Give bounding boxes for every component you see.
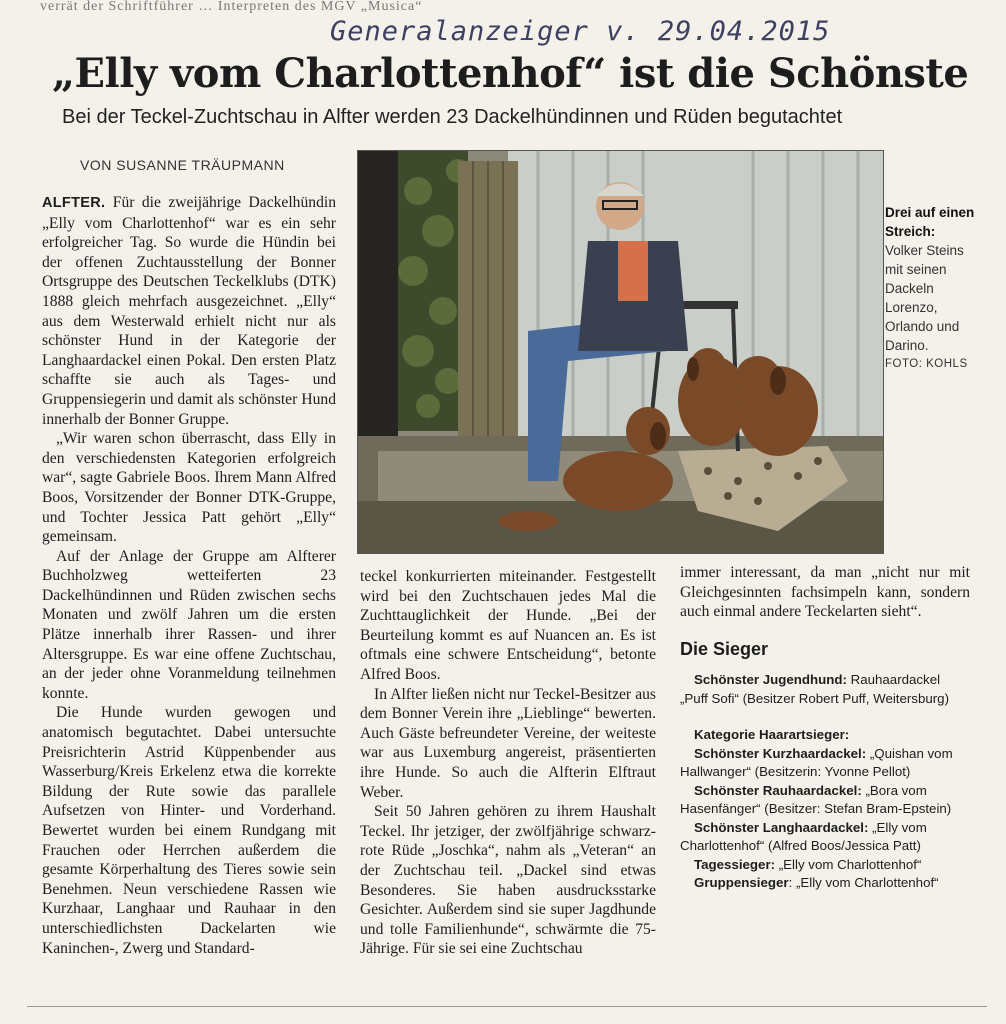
winner-entry: [680, 874, 970, 893]
paragraph-text: Für die zweijährige Dackelhündin „Elly vom Charlottenhof“ war es ein sehr erfolgreicher Tag. So wurde die Hündin bei der offenen Zuchtausstellung der Bonner Ortsgruppe des Deutschen Teckelklubs (DTK) 1888 gleich mehrfach ausgezeichnet. „Elly“ aus dem Westerwald erhielt nicht nur als schönster Hund in der Kategorie der Langhaardackel einen Pokal. Den ersten Platz schaffte sie auch als Tages- und Gruppensiegerin und damit als schönster Hund innerhalb der Bonner Gruppe.: [42, 194, 336, 428]
caption-head: Drei auf einen Streich:: [885, 205, 975, 239]
byline: VON SUSANNE TRÄUPMANN: [80, 157, 285, 173]
winner-label: Schönster Kurzhaardackel:: [694, 745, 867, 761]
category-label: Kategorie Haarartsieger:: [694, 727, 850, 743]
winner-entry: [680, 745, 970, 782]
article-photo: [357, 150, 884, 554]
winner-entry: [680, 671, 970, 708]
winner-label: Schönster Jugendhund:: [694, 672, 847, 688]
winner-label: Schönster Rauhaardackel:: [694, 782, 862, 798]
paragraph: „Wir waren schon überrascht, dass Elly in den verschiedensten Kategorien erfolgreich war“, sagte Gabriele Boos. Ihrem Mann Alfred Boos, Vorsitzender der Bonner DTK-Gruppe, und Tochter Jessica Patt gehört „Elly“ gemeinsam.: [42, 430, 336, 546]
winner-entry: [680, 819, 970, 856]
article-column-1: [42, 193, 336, 958]
dateline: ALFTER.: [42, 195, 106, 211]
paragraph: In Alfter ließen nicht nur Teckel-Besitzer aus dem Bonner Verein ihre „Lieblinge“ bewerten. Auch Gäste befreundeter Vereine, der weiteste war aus Luxemburg angereist, präsentierten ihre Hunde. So auch die Alfterin Elftraut Weber.: [360, 685, 656, 801]
paragraph: teckel konkurrierten miteinander. Festgestellt wird bei den Zuchtschauen jedes Mal die Zuchttauglichkeit der Hunde. „Bei der Beurteilung kommt es auf Nuancen an. Es ist oftmals eine schwere Entscheidung“, betonte Alfred Boos.: [360, 568, 656, 683]
clipped-top-text: verrät der Schriftführer … Interpreten des MGV „Musica“: [40, 0, 423, 14]
winner-category: [680, 726, 970, 745]
winner-value: „Elly vom Charlottenhof“ (Alfred Boos/Jessica Patt): [680, 819, 927, 854]
winner-value: Rauhaardackel „Puff Sofi“ (Besitzer Robert Puff, Weitersburg): [680, 672, 949, 706]
paragraph: immer interessant, da man „nicht nur mit Gleichgesinnten fachsimpeln kann, sondern auch einmal andere Teckelarten sieht“.: [680, 564, 970, 621]
photo-illustration: [358, 151, 883, 553]
winners-title: Die Sieger: [680, 638, 769, 659]
paragraph: [42, 193, 336, 429]
paragraph: Seit 50 Jahren gehören zu ihrem Haushalt Teckel. Ihr jetziger, der zwölfjährige schwarz-rote Rüde „Joschka“, nahm als „Veteran“ an der Zuchtschau teil. „Dackel sind etwas Besonderes. Sie haben ausdrucksstarke Gesichter. Außerdem sind sie super Jagdhunde und tolle Familienhunde“, schwärmte die 75-Jährige. Für sie sei eine Zuchtschau: [360, 803, 656, 958]
paragraph: Die Hunde wurden gewogen und anatomisch begutachtet. Dabei untersuchte Preisrichterin Astrid Küppenbender aus Wasserburg/Kreis Erkelenz etwa die korrekte Bildung der Rute sowie das parallele Aufsetzen von Hinter- und Vorderhand. Bewertet wurden bei einem Rundgang mit Frauchen oder Herrchen außerdem die gesamte Körperhaltung des Tieres sowie sein Benehmen. Neun verschiedene Rassen wie Kurzhaar, Langhaar und Rauhaar in den unterschiedlichsten Dackelarten wie Kaninchen-, Zwerg und Standard-: [42, 704, 336, 957]
paragraph: Auf der Anlage der Gruppe am Alfterer Buchholzweg wetteiferten 23 Dackelhündinnen und Rüden zwischen sechs Monaten und zwölf Jahren um die ersten Plätze innerhalb ihrer Rassen- und ihrer Altersgruppe. Es war eine offene Zuchtschau, an der jeder ohne Voranmeldung teilnehmen konnte.: [42, 547, 336, 702]
winner-entry: [680, 782, 970, 819]
winner-label: Tagessieger:: [694, 856, 776, 872]
winner-value: „Bora vom Hasenfänger“ (Besitzer: Stefan Bram-Epstein): [680, 782, 952, 817]
handwritten-note: Generalanzeiger v. 29.04.2015: [330, 16, 831, 47]
winner-value: „Quishan vom Hallwanger“ (Besitzerin: Yvonne Pellot): [680, 745, 953, 780]
photo-credit: FOTO: KOHLS: [885, 358, 968, 370]
headline: „Elly vom Charlottenhof“ ist die Schönste: [52, 50, 969, 97]
bottom-rule: [27, 1006, 987, 1007]
article-column-3: [680, 563, 970, 893]
winner-label: Gruppensieger: [694, 875, 789, 891]
subheadline: Bei der Teckel-Zuchtschau in Alfter werden 23 Dackelhündinnen und Rüden begutachtet: [62, 106, 843, 128]
winner-value: „Elly vom Charlottenhof“: [775, 856, 922, 872]
photo-caption: [885, 203, 975, 374]
winner-label: Schönster Langhaardackel:: [694, 819, 869, 835]
winner-entry: [680, 856, 970, 875]
article-column-2: [360, 567, 656, 959]
winner-value: : „Elly vom Charlottenhof“: [788, 875, 939, 891]
caption-body: Volker Steins mit seinen Dackeln Lorenzo, Orlando und Darino.: [885, 243, 964, 353]
